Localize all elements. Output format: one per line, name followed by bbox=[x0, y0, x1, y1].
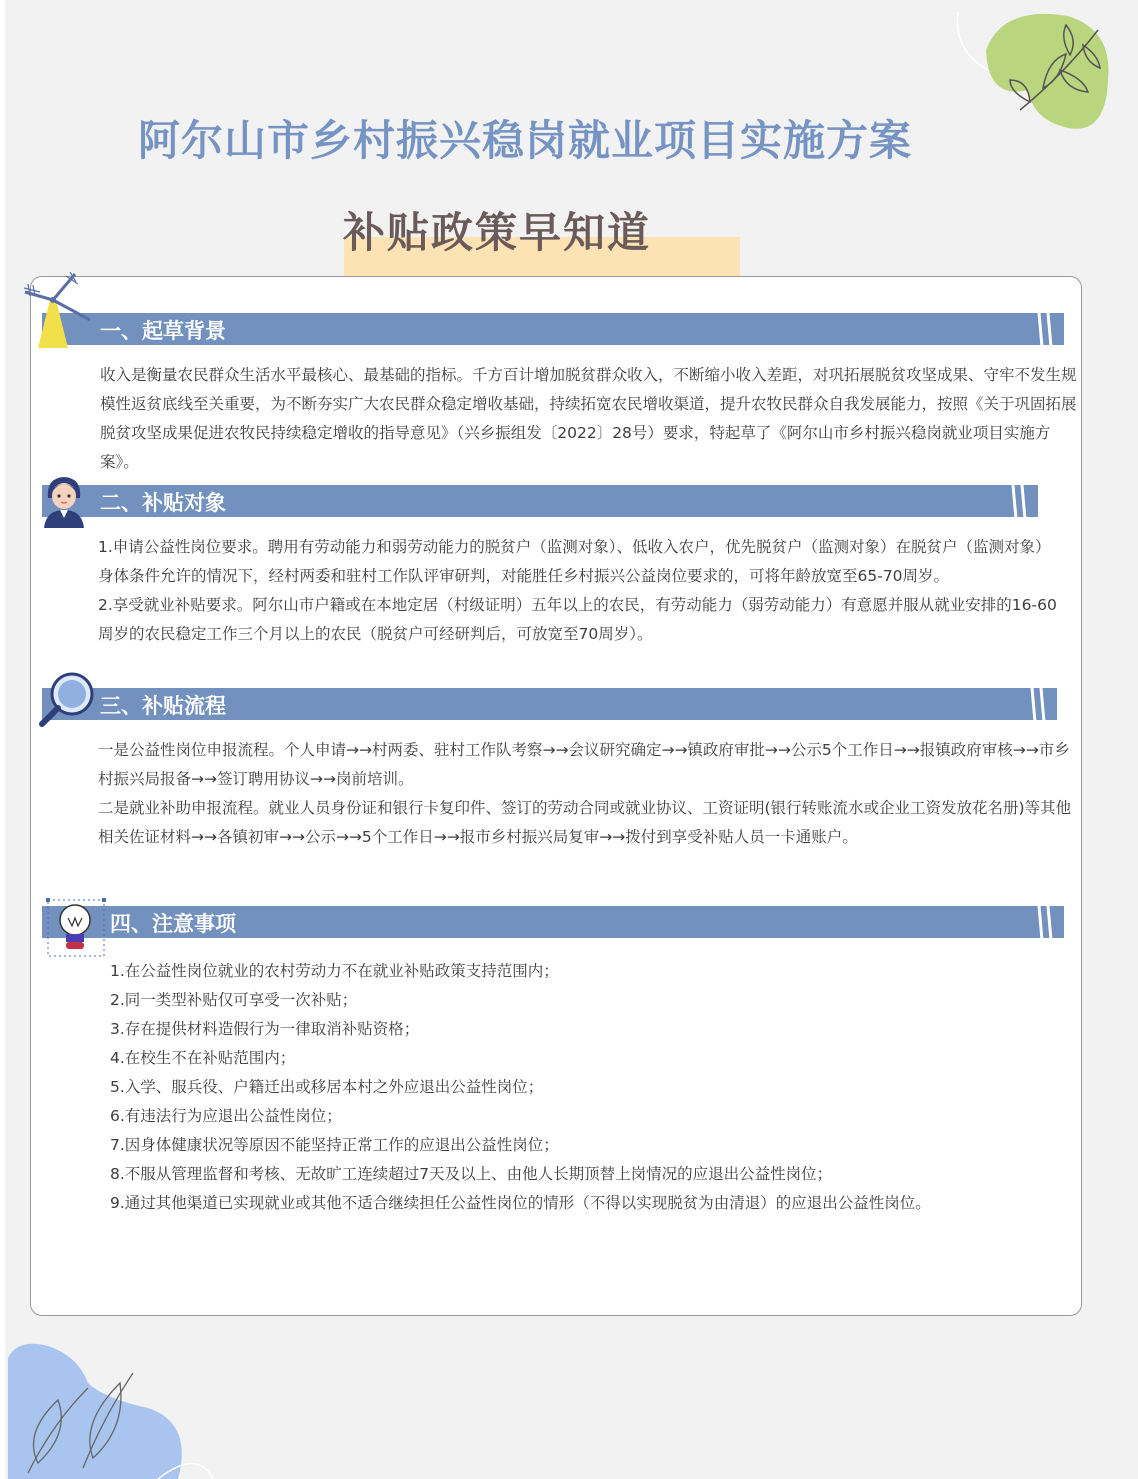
paragraph: 一是公益性岗位申报流程。个人申请→→村两委、驻村工作队考察→→会议研究确定→→镇政府审批→→公示5个工作日→→报镇政府审核→→市乡村振兴局报备→→签订聘用协议→→岗前培训。 bbox=[98, 741, 1070, 788]
section-body bbox=[98, 736, 1073, 852]
list-item: 1.在公益性岗位就业的农村劳动力不在就业补贴政策支持范围内； bbox=[110, 962, 559, 980]
paragraph: 1.申请公益性岗位要求。聘用有劳动能力和弱劳动能力的脱贫户（监测对象）、低收入农户，优先脱贫户（监测对象）在脱贫户（监测对象）身体条件允许的情况下，经村两委和驻村工作队评审研判，对能胜任乡村振兴公益岗位要求的，可将年龄放宽至65-70周岁。 bbox=[98, 538, 1051, 585]
main-title: 阿尔山市乡村振兴稳岗就业项目实施方案 bbox=[137, 116, 912, 165]
notice-list bbox=[110, 957, 1070, 1218]
magnifier-icon bbox=[36, 668, 100, 732]
paragraph: 收入是衡量农民群众生活水平最核心、最基础的指标。千方百计增加脱贫群众收入，不断缩小收入差距，对巩拓展脱贫攻坚成果、守牢不发生规模性返贫底线至关重要，为不断夯实广大农民群众稳定增收基础，持续拓宽农民增收渠道，提升农牧民群众自我发展能力，按照《关于巩固拓展脱贫攻坚成果促进农牧民持续稳定增收的指导意见》（兴乡振组发〔2022〕28号）要求，特起草了《阿尔山市乡村振兴稳岗就业项目实施方案》。 bbox=[100, 366, 1077, 471]
list-item: 4.在校生不在补贴范围内； bbox=[110, 1049, 296, 1067]
section-heading: 一、起草背景 bbox=[100, 318, 226, 343]
person-avatar-icon bbox=[36, 472, 92, 528]
list-item: 7.因身体健康状况等原因不能坚持正常工作的应退出公益性岗位； bbox=[110, 1136, 559, 1154]
stripes-icon bbox=[1036, 904, 1060, 942]
section-heading: 三、补贴流程 bbox=[100, 693, 226, 718]
paragraph: 二是就业补助申报流程。就业人员身份证和银行卡复印件、签订的劳动合同或就业协议、工资证明(银行转账流水或企业工资发放花名册)等其他相关佐证材料→→各镇初审→→公示→→5个工作日→→报市乡村振兴局复审→→拨付到享受补贴人员一卡通账户。 bbox=[98, 799, 1072, 846]
stripes-icon bbox=[1036, 311, 1060, 349]
list-item: 2.同一类型补贴仅可享受一次补贴； bbox=[110, 991, 358, 1009]
section-heading: 四、注意事项 bbox=[110, 911, 236, 936]
list-item: 6.有违法行为应退出公益性岗位； bbox=[110, 1107, 342, 1125]
paragraph: 2.享受就业补贴要求。阿尔山市户籍或在本地定居（村级证明）五年以上的农民，有劳动能力（弱劳动能力）有意愿并服从就业安排的16-60周岁的农民稳定工作三个月以上的农民（脱贫户可经研判后，可放宽至70周岁）。 bbox=[98, 596, 1057, 643]
section-header-background bbox=[42, 906, 1064, 938]
list-item: 3.存在提供材料造假行为一律取消补贴资格； bbox=[110, 1020, 420, 1038]
list-item: 5.入学、服兵役、户籍迁出或移居本村之外应退出公益性岗位； bbox=[110, 1078, 544, 1096]
section-heading: 二、补贴对象 bbox=[100, 490, 226, 515]
leaf-blob-decoration-icon bbox=[8, 1338, 218, 1479]
lightbulb-icon bbox=[46, 898, 106, 958]
list-item: 9.通过其他渠道已实现就业或其他不适合继续担任公益性岗位的情形（不得以实现脱贫为由清退）的应退出公益性岗位。 bbox=[110, 1194, 931, 1212]
subtitle: 补贴政策早知道 bbox=[343, 208, 652, 257]
section-header-background bbox=[42, 313, 1064, 345]
stripes-icon bbox=[1029, 686, 1053, 724]
page-edge bbox=[0, 0, 5, 1479]
section-body bbox=[100, 361, 1082, 477]
stripes-icon bbox=[1010, 483, 1034, 521]
list-item: 8.不服从管理监督和考核、无故旷工连续超过7天及以上、由他人长期顶替上岗情况的应退出公益性岗位； bbox=[110, 1165, 833, 1183]
section-body bbox=[98, 533, 1058, 649]
section-header-background bbox=[42, 485, 1038, 517]
section-header-background bbox=[42, 688, 1057, 720]
windmill-icon bbox=[20, 270, 100, 350]
